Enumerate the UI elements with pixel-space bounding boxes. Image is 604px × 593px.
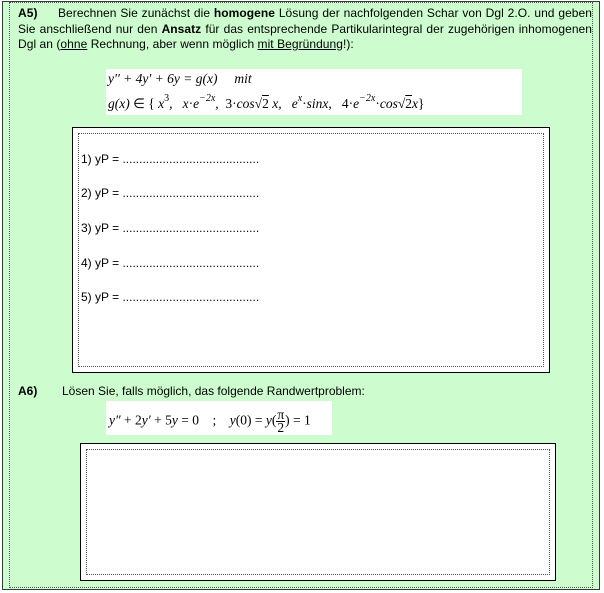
answer-line-1[interactable]: 1) yP = ......................................... [81, 152, 260, 166]
keyword-ansatz: Ansatz [161, 21, 202, 36]
answer-line-2[interactable]: 2) yP = ......................................... [81, 186, 260, 200]
task-a6-label: A6) [18, 384, 38, 398]
keyword-ohne: ohne [60, 37, 88, 51]
worksheet-inner-border [9, 2, 593, 588]
ode-equation: y'' + 4y' + 6y = g(x) mit [108, 71, 252, 86]
keyword-mit-begruendung: mit Begründung [257, 37, 343, 51]
answer-box-a5-inner [78, 133, 544, 367]
answer-line-3[interactable]: 3) yP = ......................................... [81, 221, 260, 235]
worksheet-frame [2, 1, 600, 590]
keyword-homogene: homogene [213, 6, 275, 20]
answer-line-5[interactable]: 5) yP = ......................................... [81, 290, 260, 304]
ode-g-set: g(x) ∈ { $x^3$, $x\cdot e^{-2x}$, 3·cos√2 x, $e^x\cdot\sin x$, $4\cdot e^{-2x}\cdot\cos√2x$} [108, 93, 425, 111]
task-a6-text: A6) Lösen Sie, falls möglich, das folgende Randwertproblem: [18, 384, 365, 398]
task-a5-label: A5) [18, 6, 38, 20]
answer-box-a5[interactable] [72, 127, 550, 373]
task-a5-text: A5) Berechnen Sie zunächst die homogene Lösung der nachfolgenden Schar von Dgl 2.O. und geben Sie anschließend nur den Ansatz für das entsprechende Partikularintegral der zugehörigen inhomogenen Dgl an (ohne Rechnung, aber wenn möglich mit Begründung!): [18, 6, 592, 51]
bvp-formula-a6: y″ + 2y′ + 5y = 0 ; y(0) = y( $\frac{\pi}{2}$ ) = 1 [106, 401, 332, 435]
answer-box-a6-inner [86, 449, 550, 575]
answer-box-a6[interactable] [80, 443, 556, 581]
answer-line-4[interactable]: 4) yP = ......................................... [81, 256, 260, 270]
ode-formula-a5 [106, 69, 522, 115]
